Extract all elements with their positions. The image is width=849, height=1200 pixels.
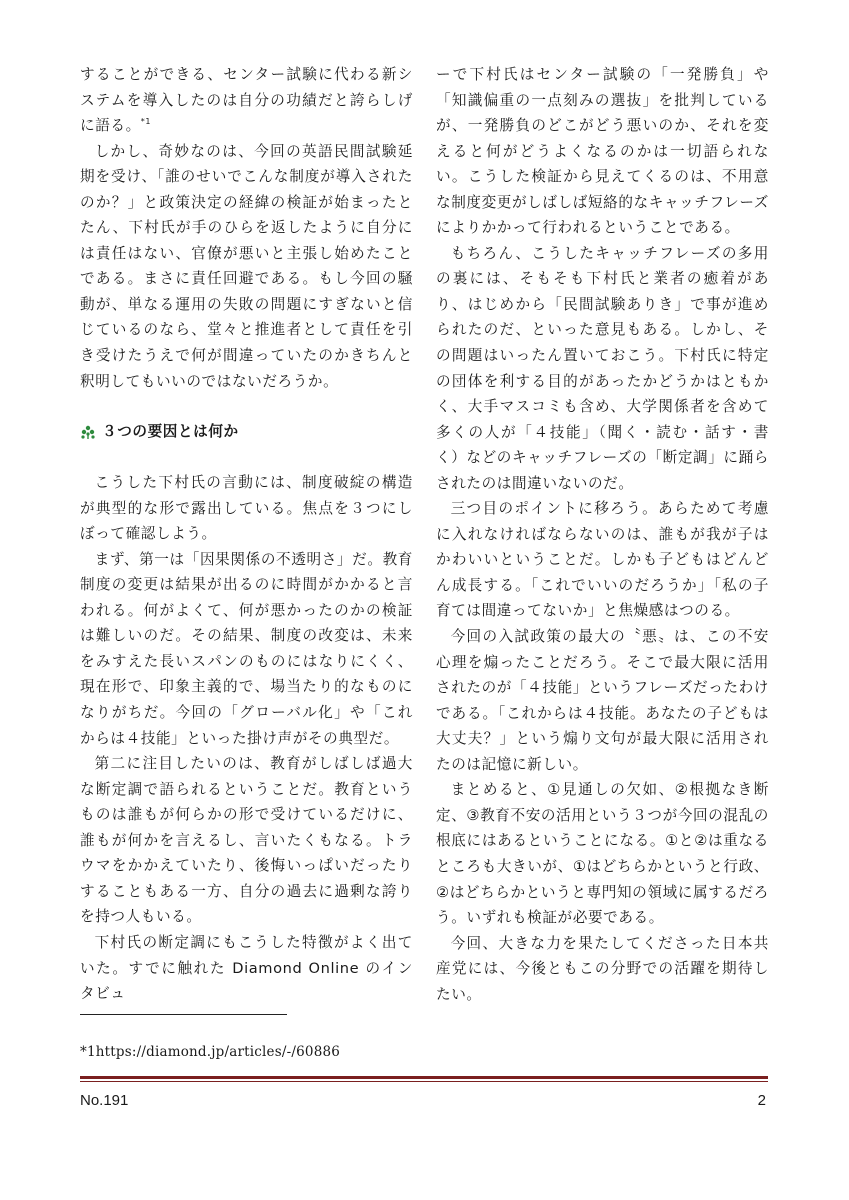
footnote-divider [80,1014,287,1015]
issue-number: No.191 [80,1092,129,1109]
page-number: 2 [757,1092,766,1109]
paragraph: しかし、奇妙なのは、今回の英語民間試験延期を受け、「誰のせいでこんな制度が導入されたのか？」と政策決定の経緯の検証が始まったとたん、下村氏が手のひらを返したように自分には責任はない、官僚が悪いと主張し始めたことである。まさに責任回避である。もし今回の騒動が、単なる運用の失敗の問題にすぎないと信じているのなら、堂々と推進者として責任を引き受けたうえで何が間違っていたのかきちんと釈明してもいいのではないだろうか。 [80,142,413,390]
paragraph: ーで下村氏はセンター試験の「一発勝負」や「知識偏重の一点刻みの選抜」を批判しているが、一発勝負のどこがどう悪いのか、それを変えると何がどうよくなるのかは一切語られない。こうした検証から見えてくるのは、不用意な制度変更がしばしば短絡的なキャッチフレーズによりかかって行われるということである。 [436,66,769,237]
paragraph: 今回の入試政策の最大の〝悪〟は、この不安心理を煽ったことだろう。そこで最大限に活用されたのが「４技能」というフレーズだったわけである。「これからは４技能。あなたの子どもは大丈夫？」という煽り文句が最大限に活用されたのは記憶に新しい。 [436,628,769,773]
clover-icon [80,425,96,439]
paragraph: 今回、大きな力を果たしてくださった日本共産党には、今後ともこの分野での活躍を期待したい。 [436,934,769,1003]
paragraph: 下村氏の断定調にもこうした特徴がよく出ていた。すでに触れた Diamond Online のインタビュ [80,933,413,1003]
paragraph: 三つ目のポイントに移ろう。あらためて考慮に入れなければならないのは、誰もが我が子はかわいいということだ。しかも子どもはどんどん成長する。「これでいいのだろうか」「私の子育ては間違ってないか」と焦燥感はつのる。 [436,500,769,620]
footer-rule-thick [80,1076,768,1079]
paragraph: することができる、センター試験に代わる新システムを導入したのは自分の功績だと誇らしげに語る。$^{*1}$ [80,66,413,135]
paragraph: まず、第一は「因果関係の不透明さ」だ。教育制度の変更は結果が出るのに時間がかかると言われる。何がよくて、何が悪かったのかの検証は難しいのだ。その結果、制度の改変は、未来をみすえた長いスパンのものにはなりにくく、現在形で、印象主義的で、場当たり的なものになりがちだ。今回の「グローバル化」や「これからは４技能」といった掛け声がその典型だ。 [80,550,413,747]
paragraph: もちろん、こうしたキャッチフレーズの多用の裏には、そもそも下村氏と業者の癒着があり、はじめから「民間試験ありき」で事が進められたのだ、といった意見もある。しかし、その問題はいったん置いておこう。下村氏に特定の団体を利する目的があったかどうかはともかく、大手マスコミも含め、大学関係者を含めて多くの人が「４技能」（聞く・読む・話す・書く）などのキャッチフレーズの「断定調」に踊らされたのは間違いないのだ。 [436,244,769,492]
section-heading-text: ３つの要因とは何か [102,423,239,441]
paragraph: 第二に注目したいのは、教育がしばしば過大な断定調で語られるということだ。教育というものは誰もが何らかの形で受けているだけに、誰もが何かを言えるし、言いたくもなる。トラウマをかかえていたり、後悔いっぱいだったりすることもある一方、自分の過去に過剰な誇りを持つ人もいる。 [80,755,413,926]
footnote[interactable]: *1https://diamond.jp/articles/-/60886 [80,1044,341,1060]
paragraph: まとめると、①見通しの欠如、②根拠なき断定、③教育不安の活用という３つが今回の混乱の根底にはあるということになる。①と②は重なるところも大きいが、①はどちらかというと行政、②はどちらかというと専門知の領域に属するだろう。いずれも検証が必要である。 [436,781,769,927]
paragraph: こうした下村氏の言動には、制度破綻の構造が典型的な形で露出している。焦点を３つにしぼって確認しよう。 [80,474,413,543]
footer-divider [80,1076,768,1082]
right-column [436,62,769,1007]
footnote-reference[interactable]: *1 [140,117,152,127]
left-column [80,62,413,1007]
footer-rule-thin [80,1081,768,1082]
section-heading [80,419,413,445]
